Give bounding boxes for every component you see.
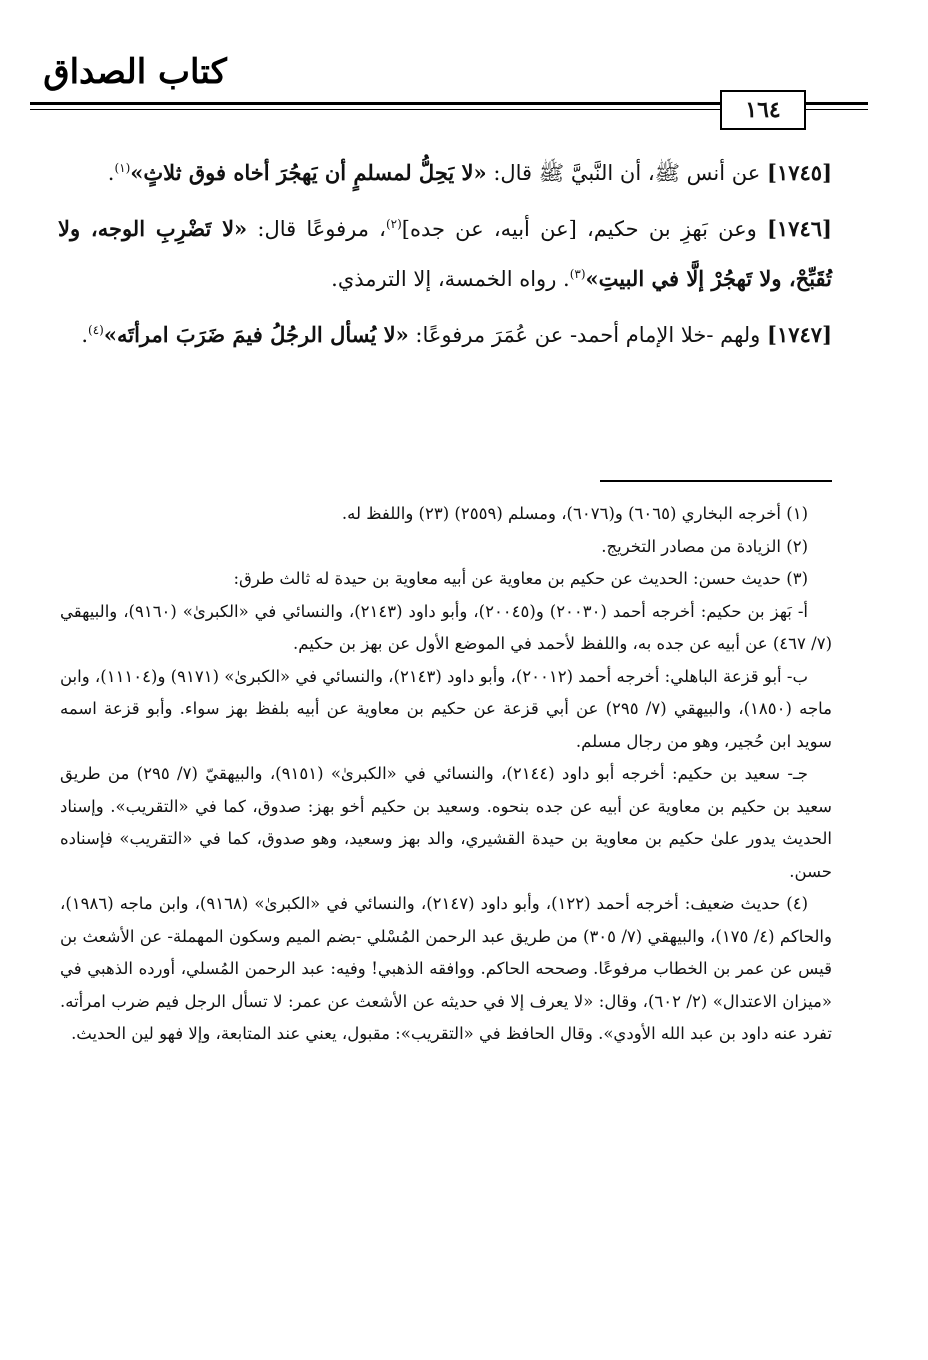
footnote-3-b: ب- أبو قزعة الباهلي: أخرجه أحمد (٢٠٠١٢)، وأبو داود (٢١٤٣)، والنسائي في «الكبرىٰ» (٩١٧١) و(١١١٠٤)، وابن ماجه (١٨٥٠)، والبيهقي (٧/ ٢٩٥) عن أبي قزعة عن حكيم بن معاوية عن أبيه بلفظ بهز سواء. وأبو قزعة اسمه سويد ابن حُجير، وهو من رجال مسلم. [59, 666, 833, 751]
hadith-quote: «لا يَحِلُّ لمسلمٍ أن يَهجُرَ أخاه فوق ثلاثٍ» [130, 160, 487, 185]
page-number: ١٦٤ [720, 90, 806, 130]
header-rule-right-thin [806, 109, 868, 110]
hadith-1746 [58, 204, 832, 304]
footnote-3-c: جـ- سعيد بن حكيم: أخرجه أبو داود (٢١٤٤)، والنسائي في «الكبرىٰ» (٩١٥١)، والبيهقيّ (٧/ ٢٩٥) من طريق سعيد بن حكيم بن معاوية عن أبيه عن جده بنحوه. وسعيد بن حكيم أخو بهز: صدوق، كما في «التقريب». وإسناد الحديث يدور علىٰ حكيم بن معاوية بن حيدة القشيري، والد بهز وسعيد، وهو صدوق، كما في «التقريب» فإسناده حسن. [60, 764, 832, 881]
main-text [58, 148, 832, 366]
hadith-1747 [58, 310, 832, 360]
hadith-quote: «لا تَضْرِبِ الوجه، ولا تُقَبِّحْ، ولا تَهجُرْ إلَّا في البيتِ» [58, 216, 832, 291]
hadith-number: [١٧٤٥] [767, 160, 832, 185]
header-rule-right [806, 102, 868, 105]
footnote-ref[interactable]: (٣) [569, 267, 586, 281]
footnote-separator [600, 480, 832, 482]
hadith-quote: «لا يُسأل الرجُلُ فيمَ ضَرَبَ امرأتَه» [103, 322, 409, 347]
footnote-1: (١) أخرجه البخاري (٦٠٦٥) و(٦٠٧٦)، ومسلم (٢٥٥٩) (٢٣) واللفظ له. [341, 504, 808, 523]
hadith-outro: . رواه الخمسة، إلا الترمذي. [331, 267, 570, 291]
hadith-outro: . [107, 161, 115, 185]
page-header [30, 52, 868, 132]
footnote-ref[interactable]: (٢) [385, 217, 402, 231]
hadith-1745 [58, 148, 832, 198]
hadith-number: [١٧٤٦] [766, 216, 832, 241]
hadith-intro: وعن بَهزِ بن حكيم، [عن أبيه، عن جده] [401, 217, 757, 241]
hadith-intro: ولهم -خلا الإمام أحمد- عن عُمَرَ مرفوعًا: [415, 323, 761, 347]
header-rule [30, 102, 722, 105]
footnote-3: (٣) حديث حسن: الحديث عن حكيم بن معاوية عن أبيه معاوية بن حيدة له ثالث طرق: [233, 569, 808, 588]
footnotes [60, 498, 832, 1051]
footnote-2: (٢) الزيادة من مصادر التخريج. [601, 536, 808, 556]
footnote-ref[interactable]: (٤) [88, 323, 104, 337]
footnote-4: (٤) حديث ضعيف: أخرجه أحمد (١٢٢)، وأبو داود (٢١٤٧)، والنسائي في «الكبرىٰ» (٩١٦٨)، وابن ماجه (١٩٨٦)، والحاكم (٤/ ١٧٥)، والبيهقي (٧/ ٣٠٥) من طريق عبد الرحمن المُسْلي -بضم الميم وسكون المهملة- عن الأشعث بن قيس عن عمر بن الخطاب مرفوعًا. وصححه الحاكم. ووافقه الذهبي! وفيه: عبد الرحمن المُسلي، أورده الذهبي في «ميزان الاعتدال» (٢/ ٦٠٢)، وقال: «لا يعرف إلا في حديثه عن الأشعث عن عمر: لا تسأل الرجل فيم ضرب امرأته. تفرد عنه داود بن عبد الله الأودي». وقال الحافظ في «التقريب»: مقبول، يعني عند المتابعة، وإلا فهو لين الحديث. [60, 894, 832, 1043]
hadith-intro-2: ، مرفوعًا قال: [257, 217, 386, 241]
footnote-3-a: أ- بَهز بن حكيم: أخرجه أحمد (٢٠٠٣٠) و(٢٠٠٤٥)، وأبو داود (٢١٤٣)، والنسائي في «الكبرىٰ» (٩١٦٠)، والبيهقي (٧/ ٤٦٧) عن أبيه عن جده به، واللفظ لأحمد في الموضع الأول عن بهز بن حكيم. [60, 601, 832, 653]
hadith-intro: عن أنس ﷺ، أن النَّبيَّ ﷺ قال: [493, 161, 761, 185]
hadith-number: [١٧٤٧] [767, 322, 832, 347]
footnote-ref[interactable]: (١) [114, 161, 131, 175]
hadith-outro: . [81, 323, 89, 347]
header-rule-thin [30, 109, 722, 110]
book-title: كتاب الصداق [43, 52, 227, 92]
